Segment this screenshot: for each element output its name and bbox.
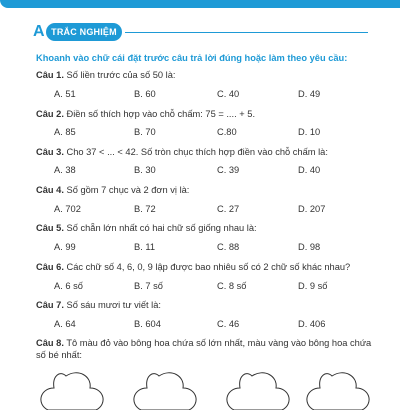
question-label: Câu 2. — [36, 109, 64, 119]
flower-icon[interactable] — [41, 373, 103, 410]
options-2 — [36, 126, 376, 138]
option-a[interactable]: A. 38 — [54, 165, 76, 175]
option-a[interactable]: A. 64 — [54, 319, 76, 329]
section-letter: A — [33, 23, 45, 40]
question-text: Số sáu mươi tư viết là: — [66, 300, 161, 310]
option-b[interactable]: B. 70 — [134, 127, 156, 137]
options-1 — [36, 88, 376, 100]
question-2 — [36, 108, 376, 120]
options-3 — [36, 164, 376, 176]
question-label: Câu 1. — [36, 70, 64, 80]
question-text: Các chữ số 4, 6, 0, 9 lập được bao nhiêu số có 2 chữ số khác nhau? — [66, 262, 351, 272]
option-b[interactable]: B. 7 số — [134, 281, 163, 291]
options-5 — [36, 241, 376, 253]
question-text: Số gồm 7 chục và 2 đơn vị là: — [66, 185, 190, 195]
question-label: Câu 4. — [36, 185, 64, 195]
flower-icon[interactable] — [307, 373, 369, 410]
option-a[interactable]: A. 51 — [54, 89, 76, 99]
option-d[interactable]: D. 10 — [298, 127, 321, 137]
option-c[interactable]: C. 27 — [217, 204, 240, 214]
section-title: TRẮC NGHIỆM — [51, 27, 117, 37]
flower-icon[interactable] — [134, 373, 196, 410]
question-label: Câu 6. — [36, 262, 64, 272]
options-4 — [36, 203, 376, 215]
flowers-svg — [36, 360, 376, 410]
top-decorative-band — [0, 0, 400, 8]
section-title-pill — [46, 23, 122, 41]
option-c[interactable]: C. 46 — [217, 319, 240, 329]
option-a[interactable]: A. 85 — [54, 127, 76, 137]
question-text: Số liền trước của số 50 là: — [66, 70, 176, 80]
option-a[interactable]: A. 6 số — [54, 281, 83, 291]
option-d[interactable]: D. 9 số — [298, 281, 328, 291]
flower-icon[interactable] — [227, 373, 289, 410]
option-b[interactable]: B. 72 — [134, 204, 156, 214]
option-b[interactable]: B. 11 — [134, 242, 156, 252]
option-c[interactable]: C. 40 — [217, 89, 240, 99]
option-c[interactable]: C. 8 số — [217, 281, 247, 291]
options-7 — [36, 318, 376, 330]
option-d[interactable]: D. 406 — [298, 319, 326, 329]
question-4 — [36, 184, 376, 196]
question-label: Câu 5. — [36, 223, 64, 233]
option-b[interactable]: B. 604 — [134, 319, 161, 329]
instruction-text: Khoanh vào chữ cái đặt trước câu trả lời đúng hoặc làm theo yêu cầu: — [36, 53, 348, 63]
option-d[interactable]: D. 49 — [298, 89, 321, 99]
flower-row — [36, 360, 376, 410]
question-label: Câu 3. — [36, 147, 64, 157]
option-b[interactable]: B. 60 — [134, 89, 156, 99]
question-text: Cho 37 < ... < 42. Số tròn chục thích hợp điền vào chỗ chấm là: — [66, 147, 328, 157]
section-header — [33, 22, 368, 42]
option-d[interactable]: D. 98 — [298, 242, 321, 252]
option-d[interactable]: D. 40 — [298, 165, 321, 175]
question-6 — [36, 261, 376, 273]
question-1 — [36, 69, 376, 81]
option-b[interactable]: B. 30 — [134, 165, 156, 175]
option-c[interactable]: C. 88 — [217, 242, 240, 252]
options-6 — [36, 280, 376, 292]
option-d[interactable]: D. 207 — [298, 204, 326, 214]
question-text: Điền số thích hợp vào chỗ chấm: 75 = .... + 5. — [66, 109, 256, 119]
question-label: Câu 7. — [36, 300, 64, 310]
option-a[interactable]: A. 99 — [54, 242, 76, 252]
option-c[interactable]: C. 39 — [217, 165, 240, 175]
option-a[interactable]: A. 702 — [54, 204, 81, 214]
question-3 — [36, 146, 376, 158]
question-8 — [36, 337, 376, 361]
question-label: Câu 8. — [36, 338, 64, 348]
question-text: Số chẵn lớn nhất có hai chữ số giống nhau là: — [66, 223, 257, 233]
question-text: Tô màu đỏ vào bông hoa chứa số lớn nhất, màu vàng vào bông hoa chứa số bé nhất: — [36, 338, 372, 360]
question-7 — [36, 299, 376, 311]
option-c[interactable]: C.80 — [217, 127, 237, 137]
header-divider — [125, 32, 368, 33]
question-5 — [36, 222, 376, 234]
